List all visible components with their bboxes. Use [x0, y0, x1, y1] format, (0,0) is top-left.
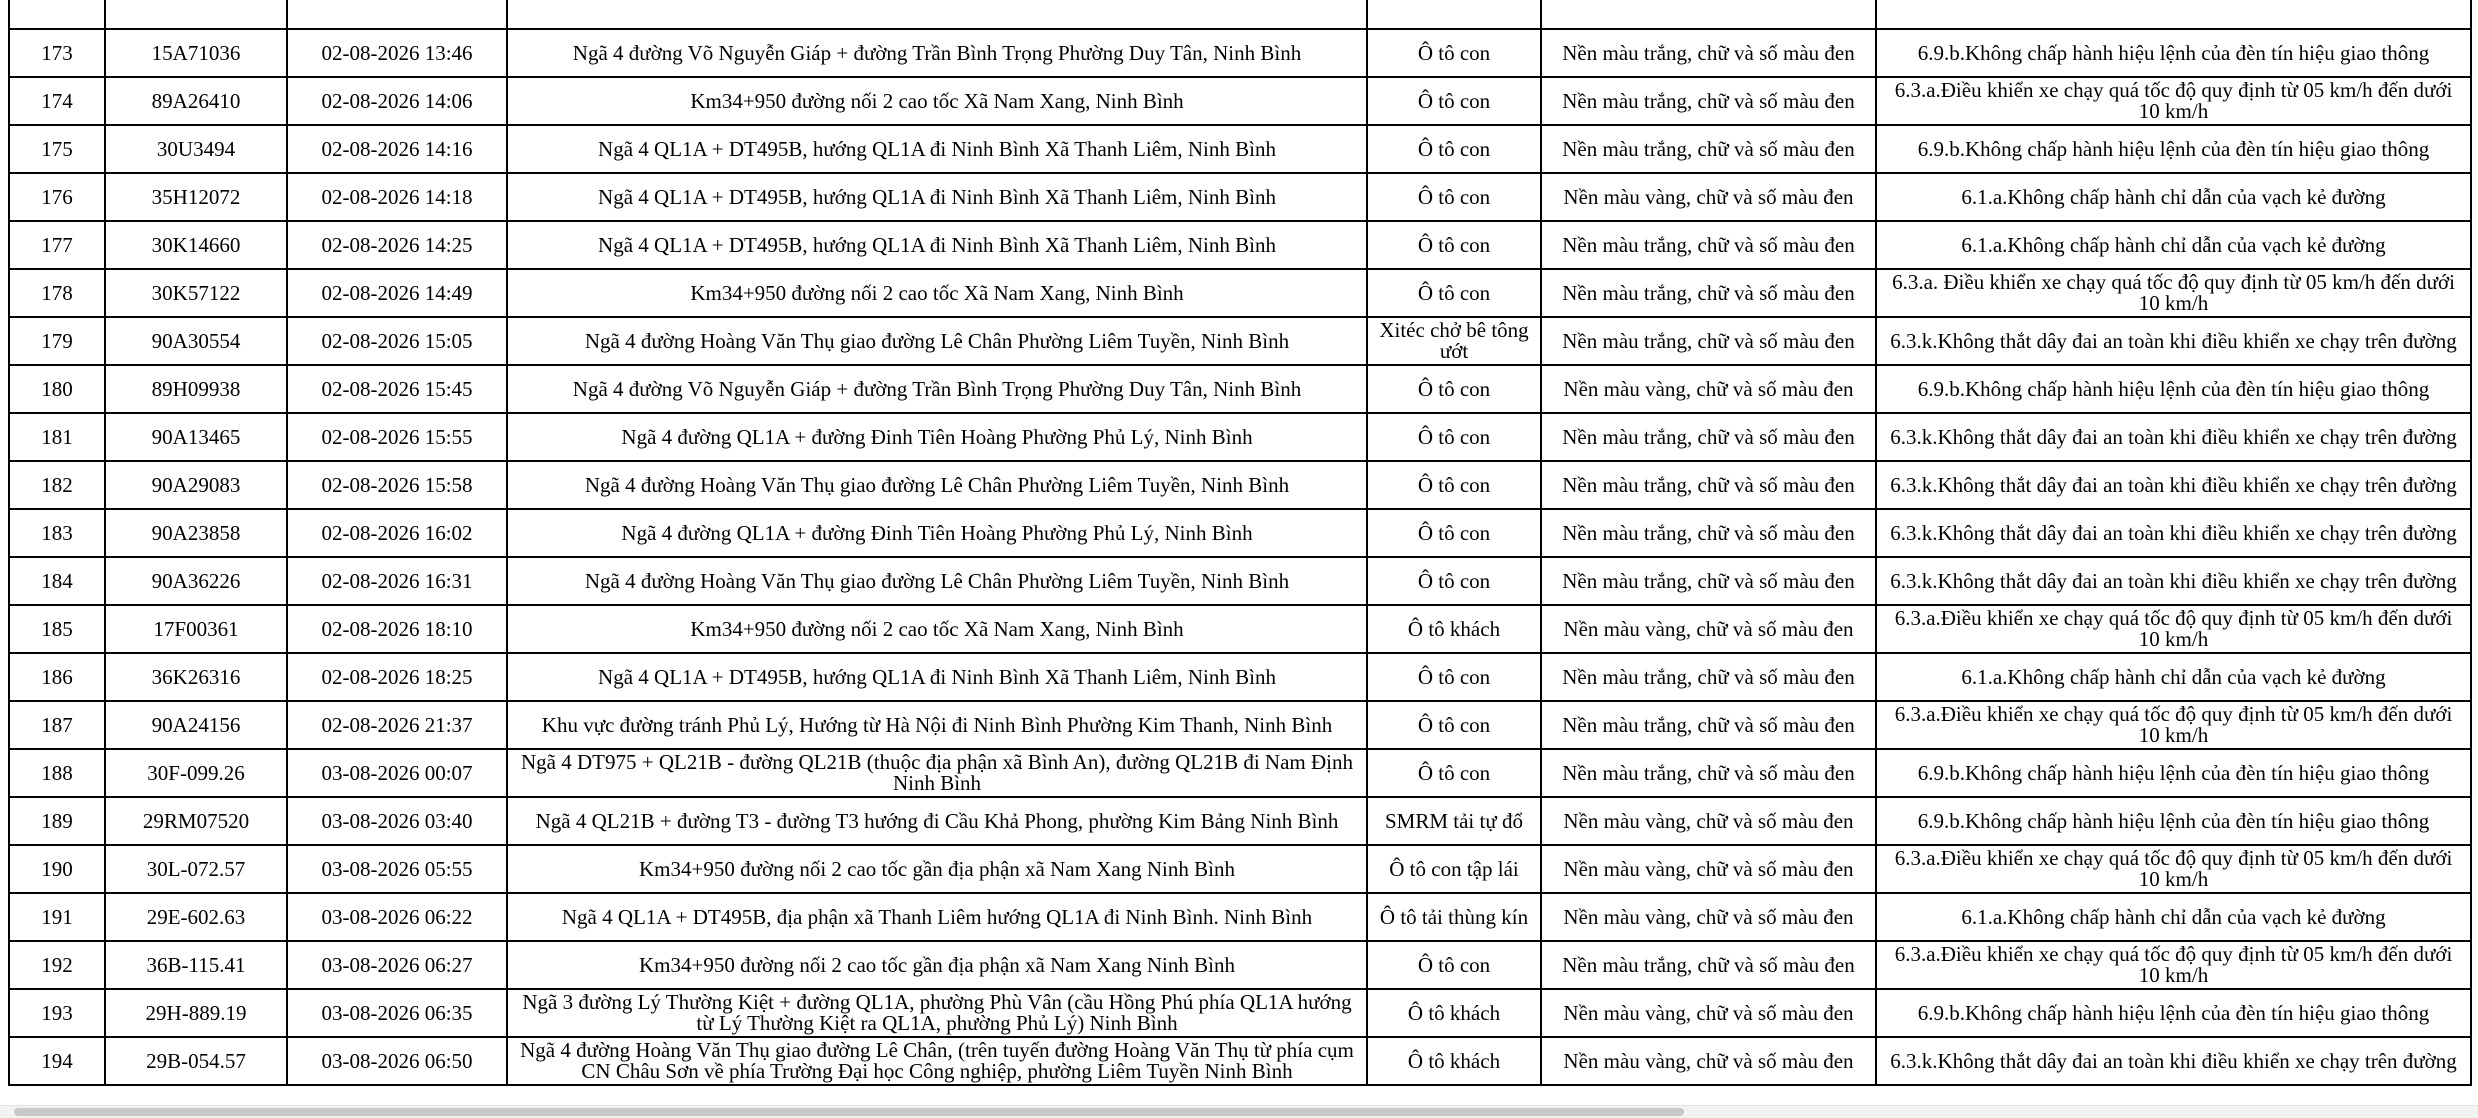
- cell-location: Km34+950 đường nối 2 cao tốc Xã Nam Xang, Ninh Bình: [507, 77, 1367, 125]
- cell-violation: 6.3.a.Điều khiển xe chạy quá tốc độ quy định từ 05 km/h đến dưới 10 km/h: [1876, 605, 2471, 653]
- cell-plate: 89A26410: [105, 77, 287, 125]
- cell-plate-color: Nền màu trắng, chữ và số màu đen: [1541, 461, 1876, 509]
- table-row: [9, 269, 2471, 317]
- cell-location: Ngã 4 QL1A + DT495B, hướng QL1A đi Ninh Bình Xã Thanh Liêm, Ninh Bình: [507, 653, 1367, 701]
- table-row: [9, 173, 2471, 221]
- cell-violation: 6.3.k.Không thắt dây đai an toàn khi điều khiển xe chạy trên đường: [1876, 317, 2471, 365]
- cell-vehicle-type: Ô tô con: [1367, 653, 1541, 701]
- cell-stt: [9, 0, 105, 29]
- cell-plate: 30K14660: [105, 221, 287, 269]
- cell-vehicle-type: Xitéc chở bê tông ướt: [1367, 317, 1541, 365]
- cell-stt: 192: [9, 941, 105, 989]
- table-row: [9, 509, 2471, 557]
- cell-plate-color: Nền màu trắng, chữ và số màu đen: [1541, 77, 1876, 125]
- table-row: [9, 77, 2471, 125]
- cell-stt: 177: [9, 221, 105, 269]
- cell-time: 02-08-2026 18:10: [287, 605, 507, 653]
- cell-vehicle-type: Ô tô con: [1367, 413, 1541, 461]
- cell-plate-color: Nền màu trắng, chữ và số màu đen: [1541, 653, 1876, 701]
- cell-vehicle-type: Ô tô khách: [1367, 989, 1541, 1037]
- cell-plate-color: Nền màu trắng, chữ và số màu đen: [1541, 269, 1876, 317]
- cell-location: Km34+950 đường nối 2 cao tốc gần địa phận xã Nam Xang Ninh Bình: [507, 845, 1367, 893]
- cell-vehicle-type: Ô tô con: [1367, 173, 1541, 221]
- cell-plate: 36B-115.41: [105, 941, 287, 989]
- cell-time: 02-08-2026 16:31: [287, 557, 507, 605]
- cell-location: Ngã 4 đường Võ Nguyễn Giáp + đường Trần Bình Trọng Phường Duy Tân, Ninh Bình: [507, 365, 1367, 413]
- cell-stt: 178: [9, 269, 105, 317]
- cell-stt: 179: [9, 317, 105, 365]
- cell-plate-color: Nền màu trắng, chữ và số màu đen: [1541, 221, 1876, 269]
- cell-plate: 15A71036: [105, 29, 287, 77]
- table-row: [9, 797, 2471, 845]
- cell-location: Km34+950 đường nối 2 cao tốc gần địa phận xã Nam Xang Ninh Bình: [507, 941, 1367, 989]
- violations-table-body: [9, 0, 2471, 1085]
- cell-stt: 173: [9, 29, 105, 77]
- cell-plate: 30L-072.57: [105, 845, 287, 893]
- cell-vehicle-type: Ô tô con: [1367, 749, 1541, 797]
- table-row: [9, 557, 2471, 605]
- cell-location: Km34+950 đường nối 2 cao tốc Xã Nam Xang, Ninh Bình: [507, 605, 1367, 653]
- cell-time: 02-08-2026 16:02: [287, 509, 507, 557]
- table-row: [9, 1037, 2471, 1085]
- cell-time: 02-08-2026 15:45: [287, 365, 507, 413]
- cell-time: 02-08-2026 15:58: [287, 461, 507, 509]
- table-row: [9, 461, 2471, 509]
- cell-vehicle-type: Ô tô con: [1367, 221, 1541, 269]
- cell-violation: 6.3.a.Điều khiển xe chạy quá tốc độ quy định từ 05 km/h đến dưới 10 km/h: [1876, 701, 2471, 749]
- cell-plate: 29E-602.63: [105, 893, 287, 941]
- cell-location: Ngã 4 đường Hoàng Văn Thụ giao đường Lê Chân, (trên tuyến đường Hoàng Văn Thụ từ phía cụm CN Châu Sơn về phía Trường Đại học Công nghiệp, phường Liêm Tuyền Ninh Bình: [507, 1037, 1367, 1085]
- cell-location: Ngã 4 QL1A + DT495B, địa phận xã Thanh Liêm hướng QL1A đi Ninh Bình. Ninh Bình: [507, 893, 1367, 941]
- cell-time: 02-08-2026 14:18: [287, 173, 507, 221]
- cell-stt: 188: [9, 749, 105, 797]
- cell-location: [507, 0, 1367, 29]
- cell-plate-color: Nền màu trắng, chữ và số màu đen: [1541, 509, 1876, 557]
- cell-stt: 186: [9, 653, 105, 701]
- table-row: [9, 701, 2471, 749]
- cell-violation: 6.1.a.Không chấp hành chỉ dẫn của vạch kẻ đường: [1876, 173, 2471, 221]
- horizontal-scrollbar[interactable]: [0, 1105, 2478, 1118]
- cell-location: Km34+950 đường nối 2 cao tốc Xã Nam Xang, Ninh Bình: [507, 269, 1367, 317]
- cell-plate: 90A13465: [105, 413, 287, 461]
- cell-vehicle-type: Ô tô con: [1367, 941, 1541, 989]
- cell-plate-color: Nền màu vàng, chữ và số màu đen: [1541, 173, 1876, 221]
- cell-location: Ngã 4 QL21B + đường T3 - đường T3 hướng đi Cầu Khả Phong, phường Kim Bảng Ninh Bình: [507, 797, 1367, 845]
- cell-plate: 29RM07520: [105, 797, 287, 845]
- cell-location: Khu vực đường tránh Phủ Lý, Hướng từ Hà Nội đi Ninh Bình Phường Kim Thanh, Ninh Bình: [507, 701, 1367, 749]
- cell-plate-color: [1541, 0, 1876, 29]
- table-row: [9, 893, 2471, 941]
- cell-stt: 187: [9, 701, 105, 749]
- cell-plate-color: Nền màu vàng, chữ và số màu đen: [1541, 989, 1876, 1037]
- cell-location: Ngã 3 đường Lý Thường Kiệt + đường QL1A, phường Phù Vân (cầu Hồng Phú phía QL1A hướng từ Lý Thường Kiệt ra QL1A, phường Phủ Lý) Ninh Bình: [507, 989, 1367, 1037]
- cell-location: Ngã 4 QL1A + DT495B, hướng QL1A đi Ninh Bình Xã Thanh Liêm, Ninh Bình: [507, 173, 1367, 221]
- cell-vehicle-type: Ô tô khách: [1367, 605, 1541, 653]
- cell-plate-color: Nền màu trắng, chữ và số màu đen: [1541, 941, 1876, 989]
- cell-violation: 6.3.k.Không thắt dây đai an toàn khi điều khiển xe chạy trên đường: [1876, 1037, 2471, 1085]
- cell-plate: 90A23858: [105, 509, 287, 557]
- table-row: [9, 605, 2471, 653]
- cell-time: 03-08-2026 06:27: [287, 941, 507, 989]
- cell-time: 02-08-2026 18:25: [287, 653, 507, 701]
- cell-location: Ngã 4 đường Hoàng Văn Thụ giao đường Lê Chân Phường Liêm Tuyền, Ninh Bình: [507, 461, 1367, 509]
- cell-violation: 6.3.k.Không thắt dây đai an toàn khi điều khiển xe chạy trên đường: [1876, 461, 2471, 509]
- cell-violation: 6.1.a.Không chấp hành chỉ dẫn của vạch kẻ đường: [1876, 221, 2471, 269]
- cell-stt: 183: [9, 509, 105, 557]
- cell-vehicle-type: Ô tô con: [1367, 509, 1541, 557]
- cell-plate: 30K57122: [105, 269, 287, 317]
- cell-vehicle-type: SMRM tải tự đổ: [1367, 797, 1541, 845]
- cell-plate-color: Nền màu trắng, chữ và số màu đen: [1541, 125, 1876, 173]
- cell-vehicle-type: Ô tô con: [1367, 461, 1541, 509]
- cell-plate-color: Nền màu vàng, chữ và số màu đen: [1541, 845, 1876, 893]
- cell-violation: 6.9.b.Không chấp hành hiệu lệnh của đèn tín hiệu giao thông: [1876, 797, 2471, 845]
- cell-time: 03-08-2026 03:40: [287, 797, 507, 845]
- cell-location: Ngã 4 DT975 + QL21B - đường QL21B (thuộc địa phận xã Bình An), đường QL21B đi Nam Định Ninh Bình: [507, 749, 1367, 797]
- cell-vehicle-type: Ô tô con: [1367, 701, 1541, 749]
- cell-plate: [105, 0, 287, 29]
- cell-stt: 184: [9, 557, 105, 605]
- cell-stt: 190: [9, 845, 105, 893]
- violations-table-container: [8, 0, 2470, 1086]
- cell-plate: 30U3494: [105, 125, 287, 173]
- cell-stt: 175: [9, 125, 105, 173]
- cell-time: 03-08-2026 06:50: [287, 1037, 507, 1085]
- cell-time: [287, 0, 507, 29]
- cell-vehicle-type: Ô tô con: [1367, 29, 1541, 77]
- cell-plate-color: Nền màu trắng, chữ và số màu đen: [1541, 317, 1876, 365]
- cell-stt: 194: [9, 1037, 105, 1085]
- cell-vehicle-type: Ô tô tải thùng kín: [1367, 893, 1541, 941]
- cell-vehicle-type: Ô tô con: [1367, 365, 1541, 413]
- cell-plate: 90A29083: [105, 461, 287, 509]
- table-row: [9, 365, 2471, 413]
- cell-violation: 6.3.a.Điều khiển xe chạy quá tốc độ quy định từ 05 km/h đến dưới 10 km/h: [1876, 941, 2471, 989]
- cell-stt: 176: [9, 173, 105, 221]
- cell-violation: 6.9.b.Không chấp hành hiệu lệnh của đèn tín hiệu giao thông: [1876, 29, 2471, 77]
- scrollbar-thumb[interactable]: [14, 1108, 1684, 1116]
- table-row: [9, 125, 2471, 173]
- cell-time: 02-08-2026 15:05: [287, 317, 507, 365]
- cell-plate: 29B-054.57: [105, 1037, 287, 1085]
- cell-vehicle-type: Ô tô con tập lái: [1367, 845, 1541, 893]
- cell-plate-color: Nền màu vàng, chữ và số màu đen: [1541, 893, 1876, 941]
- cell-plate: 36K26316: [105, 653, 287, 701]
- cell-violation: 6.3.a.Điều khiển xe chạy quá tốc độ quy định từ 05 km/h đến dưới 10 km/h: [1876, 845, 2471, 893]
- cell-violation: [1876, 0, 2471, 29]
- cell-stt: 193: [9, 989, 105, 1037]
- cell-time: 03-08-2026 06:22: [287, 893, 507, 941]
- cell-stt: 185: [9, 605, 105, 653]
- cell-plate: 29H-889.19: [105, 989, 287, 1037]
- cell-plate: 30F-099.26: [105, 749, 287, 797]
- cell-plate-color: Nền màu vàng, chữ và số màu đen: [1541, 365, 1876, 413]
- table-row: [9, 221, 2471, 269]
- cell-plate-color: Nền màu trắng, chữ và số màu đen: [1541, 557, 1876, 605]
- cell-violation: 6.3.k.Không thắt dây đai an toàn khi điều khiển xe chạy trên đường: [1876, 413, 2471, 461]
- cell-time: 03-08-2026 00:07: [287, 749, 507, 797]
- cell-location: Ngã 4 đường Võ Nguyễn Giáp + đường Trần Bình Trọng Phường Duy Tân, Ninh Bình: [507, 29, 1367, 77]
- cell-plate-color: Nền màu trắng, chữ và số màu đen: [1541, 701, 1876, 749]
- violations-table: [8, 0, 2472, 1086]
- cell-violation: 6.3.a.Điều khiển xe chạy quá tốc độ quy định từ 05 km/h đến dưới 10 km/h: [1876, 77, 2471, 125]
- cell-stt: 180: [9, 365, 105, 413]
- cell-vehicle-type: Ô tô con: [1367, 269, 1541, 317]
- cell-vehicle-type: Ô tô con: [1367, 557, 1541, 605]
- cell-stt: 182: [9, 461, 105, 509]
- cell-location: Ngã 4 QL1A + DT495B, hướng QL1A đi Ninh Bình Xã Thanh Liêm, Ninh Bình: [507, 221, 1367, 269]
- cell-plate: 89H09938: [105, 365, 287, 413]
- cell-vehicle-type: Ô tô khách: [1367, 1037, 1541, 1085]
- cell-time: 02-08-2026 14:06: [287, 77, 507, 125]
- cell-time: 03-08-2026 06:35: [287, 989, 507, 1037]
- cell-location: Ngã 4 đường QL1A + đường Đinh Tiên Hoàng Phường Phủ Lý, Ninh Bình: [507, 509, 1367, 557]
- cell-vehicle-type: [1367, 0, 1541, 29]
- cell-plate-color: Nền màu vàng, chữ và số màu đen: [1541, 797, 1876, 845]
- table-row: [9, 941, 2471, 989]
- table-row: [9, 317, 2471, 365]
- table-row: [9, 845, 2471, 893]
- cell-time: 02-08-2026 13:46: [287, 29, 507, 77]
- cell-plate-color: Nền màu vàng, chữ và số màu đen: [1541, 1037, 1876, 1085]
- cell-stt: 181: [9, 413, 105, 461]
- cell-violation: 6.3.k.Không thắt dây đai an toàn khi điều khiển xe chạy trên đường: [1876, 557, 2471, 605]
- cell-time: 03-08-2026 05:55: [287, 845, 507, 893]
- table-row: [9, 29, 2471, 77]
- cell-time: 02-08-2026 21:37: [287, 701, 507, 749]
- cell-plate-color: Nền màu trắng, chữ và số màu đen: [1541, 29, 1876, 77]
- cell-time: 02-08-2026 14:25: [287, 221, 507, 269]
- cell-stt: 174: [9, 77, 105, 125]
- cell-violation: 6.9.b.Không chấp hành hiệu lệnh của đèn tín hiệu giao thông: [1876, 989, 2471, 1037]
- cell-plate: 90A24156: [105, 701, 287, 749]
- cell-time: 02-08-2026 14:49: [287, 269, 507, 317]
- cell-plate: 17F00361: [105, 605, 287, 653]
- cell-stt: 189: [9, 797, 105, 845]
- cell-plate-color: Nền màu vàng, chữ và số màu đen: [1541, 605, 1876, 653]
- cell-time: 02-08-2026 14:16: [287, 125, 507, 173]
- cell-plate: 35H12072: [105, 173, 287, 221]
- cell-violation: 6.1.a.Không chấp hành chỉ dẫn của vạch kẻ đường: [1876, 653, 2471, 701]
- cell-plate: 90A30554: [105, 317, 287, 365]
- cell-stt: 191: [9, 893, 105, 941]
- cell-location: Ngã 4 đường QL1A + đường Đinh Tiên Hoàng Phường Phủ Lý, Ninh Bình: [507, 413, 1367, 461]
- cell-violation: 6.3.a. Điều khiển xe chạy quá tốc độ quy định từ 05 km/h đến dưới 10 km/h: [1876, 269, 2471, 317]
- cell-violation: 6.9.b.Không chấp hành hiệu lệnh của đèn tín hiệu giao thông: [1876, 125, 2471, 173]
- cell-violation: 6.1.a.Không chấp hành chỉ dẫn của vạch kẻ đường: [1876, 893, 2471, 941]
- cell-location: Ngã 4 đường Hoàng Văn Thụ giao đường Lê Chân Phường Liêm Tuyền, Ninh Bình: [507, 317, 1367, 365]
- cell-vehicle-type: Ô tô con: [1367, 77, 1541, 125]
- cell-violation: 6.3.k.Không thắt dây đai an toàn khi điều khiển xe chạy trên đường: [1876, 509, 2471, 557]
- table-row: [9, 413, 2471, 461]
- cell-location: Ngã 4 đường Hoàng Văn Thụ giao đường Lê Chân Phường Liêm Tuyền, Ninh Bình: [507, 557, 1367, 605]
- table-row: [9, 989, 2471, 1037]
- cell-violation: 6.9.b.Không chấp hành hiệu lệnh của đèn tín hiệu giao thông: [1876, 749, 2471, 797]
- cell-plate-color: Nền màu trắng, chữ và số màu đen: [1541, 749, 1876, 797]
- cell-violation: 6.9.b.Không chấp hành hiệu lệnh của đèn tín hiệu giao thông: [1876, 365, 2471, 413]
- cell-location: Ngã 4 QL1A + DT495B, hướng QL1A đi Ninh Bình Xã Thanh Liêm, Ninh Bình: [507, 125, 1367, 173]
- table-row: [9, 749, 2471, 797]
- cell-time: 02-08-2026 15:55: [287, 413, 507, 461]
- table-row: [9, 653, 2471, 701]
- cell-plate-color: Nền màu trắng, chữ và số màu đen: [1541, 413, 1876, 461]
- table-row-partial: [9, 0, 2471, 29]
- cell-plate: 90A36226: [105, 557, 287, 605]
- cell-vehicle-type: Ô tô con: [1367, 125, 1541, 173]
